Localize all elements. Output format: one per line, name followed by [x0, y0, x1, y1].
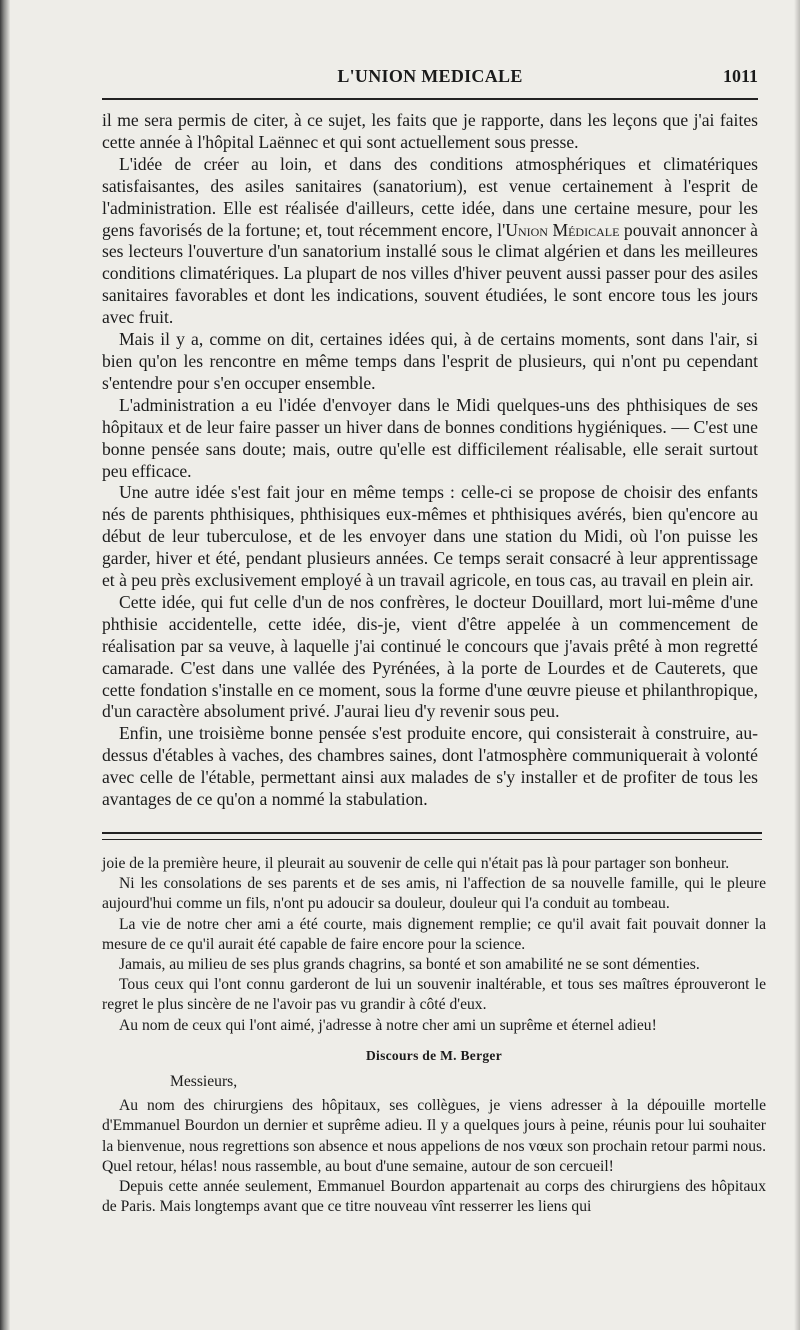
- speech-heading: Discours de M. Berger: [365, 1047, 502, 1063]
- page-number: 1011: [722, 66, 758, 86]
- paragraph: joie de la première heure, il pleurait au souvenir de celle qui n'était pas là pour partager son bonheur.: [102, 855, 730, 872]
- paragraph: Mais il y a, comme on dit, certaines idées qui, à de certains moments, sont dans l'air, si bien qu'on les rencontre en même temps dans l'esprit de plusieurs, qui n'ont pu cependant s'entendre pour s'en occuper ensemble.: [102, 329, 758, 393]
- paragraph: Une autre idée s'est fait jour en même temps : celle-ci se propose de choisir des enfants nés de parents phthisiques, phthisiques eux-mêmes et phthisiques avérés, bien qu'encore au début de leur tuberculose, et de les envoyer dans une station du Midi, où l'on puisse les garder, hiver et été, pendant plusieurs années. Ce temps serait consacré à leur apprentissage et à peu près exclusivement employé à un travail agricole, en tous cas, au travail en plein air.: [102, 482, 758, 591]
- paragraph: La vie de notre cher ami a été courte, mais dignement remplie; ce qu'il avait fait pouvait donner la mesure de ce qu'il aurait été capable de faire encore pour la science.: [102, 915, 766, 953]
- paragraph: il me sera permis de citer, à ce sujet, les faits que je rapporte, dans les leçons que j'ai faites cette année à l'hôpital Laënnec et qui sont actuellement sous presse.: [102, 110, 758, 152]
- salutation: Messieurs,: [170, 1073, 238, 1091]
- header-rule: [102, 98, 758, 100]
- journal-title: L'UNION MEDICALE: [337, 66, 523, 86]
- page-right-edge: [794, 0, 800, 1330]
- page-binding-edge: [0, 0, 10, 1330]
- running-header: [102, 64, 758, 96]
- paragraph-text: pouvait annoncer à ses lecteurs l'ouverture d'un sanatorium installé sous le climat algérien et dans les meilleures conditions climatériques. La plupart de nos villes d'hiver peuvent aussi passer pour des asiles sanitaires favorables et dont les indications, souvent étudiées, le sont encore tous les jours avec fruit.: [102, 219, 758, 328]
- paragraph: Enfin, une troisième bonne pensée s'est produite encore, qui consisterait à construire, au-dessus d'étables à vaches, des chambres saines, dont l'atmosphère communiquerait à volonté avec celle de l'étable, permettant ainsi aux malades de s'y installer et de profiter de tous les avantages de ce qu'on a nommé la stabulation.: [102, 723, 758, 810]
- paragraph: Tous ceux qui l'ont connu garderont de lui un souvenir inaltérable, et tous ses maîtres éprouveront le regret le plus sincère de ne l'avoir pas vu grandir à côté d'eux.: [102, 976, 766, 1014]
- paragraph: [102, 154, 758, 329]
- paragraph: Jamais, au milieu de ses plus grands chagrins, sa bonté et son amabilité ne se sont démenties.: [119, 956, 700, 974]
- journal-name-smallcaps: Union Médicale: [505, 219, 620, 240]
- paragraph: Cette idée, qui fut celle d'un de nos confrères, le docteur Douillard, mort lui-même d'une phthisie accidentelle, cette idée, dis-je, vient d'être appelée à un commencement de réalisation par sa veuve, à laquelle j'ai continué le concours que j'avais prêté à mon regretté camarade. C'est dans une vallée des Pyrénées, à la porte de Lourdes et de Cauterets, que cette fondation s'installe en ce moment, sous la forme d'une œuvre pieuse et philanthropique, d'un caractère absolument privé. J'aurai lieu d'y revenir sous peu.: [102, 591, 758, 722]
- paragraph-text: L'idée de créer au loin, et dans des conditions atmosphériques et climatériques satisfaisantes, des asiles sanitaires (sanatorium), est venue certainement à l'esprit de l'administration. Elle est réalisée d'ailleurs, cette idée, dans une certaine mesure, pour les gens favorisés de la fortune; et, tout récemment encore, l': [102, 153, 758, 240]
- paragraph: Au nom des chirurgiens des hôpitaux, ses collègues, je viens adresser à la dépouille mortelle d'Emmanuel Bourdon un dernier et suprême adieu. Il y a quelques jours à peine, réunis pour lui souhaiter la bienvenue, nous regrettions son absence et nous appelions de nos vœux son prochain retour parmi nous. Quel retour, hélas! nous rassemble, au bout d'une semaine, autour de son cercueil!: [102, 1097, 766, 1175]
- feuilleton-text: [102, 854, 766, 1217]
- main-article-text: [102, 110, 758, 811]
- paragraph: Depuis cette année seulement, Emmanuel Bourdon appartenait au corps des chirurgiens des hôpitaux de Paris. Mais longtemps avant que ce titre nouveau vînt resserrer les liens qui: [102, 1178, 766, 1216]
- paragraph: L'administration a eu l'idée d'envoyer dans le Midi quelques-uns des phthisiques de ses hôpitaux et de leur faire passer un hiver dans de bonnes conditions hygiéniques. — C'est une bonne pensée sans doute; mais, outre qu'elle est difficilement réalisable, elle serait surtout peu efficace.: [102, 394, 758, 481]
- paragraph: Ni les consolations de ses parents et de ses amis, ni l'affection de sa nouvelle famille, qui le pleure aujourd'hui comme un fils, n'ont pu adoucir sa douleur, douleur qui l'a conduit au tombeau.: [102, 875, 766, 913]
- section-divider: [102, 832, 762, 840]
- paragraph: Au nom de ceux qui l'ont aimé, j'adresse à notre cher ami un suprême et éternel adieu!: [119, 1016, 657, 1034]
